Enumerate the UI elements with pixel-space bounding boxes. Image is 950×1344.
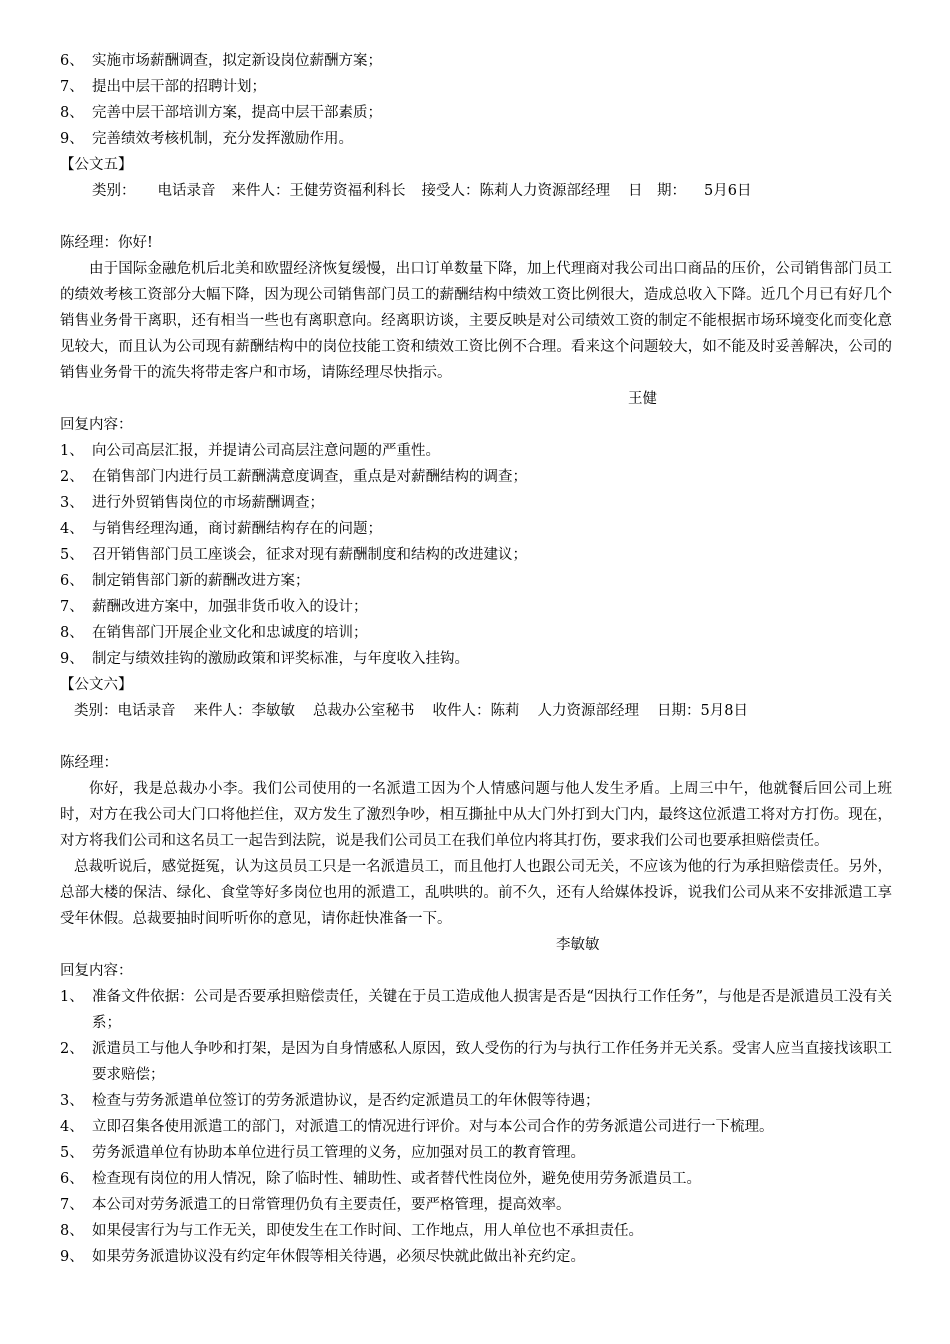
doc6-signature: 李敏敏 — [556, 937, 600, 953]
item-text: 制定销售部门新的薪酬改进方案； — [92, 573, 310, 589]
list-item — [60, 1166, 892, 1192]
caller-title: 总裁办公室秘书 — [313, 703, 415, 719]
item-number: 7、 — [60, 1197, 84, 1213]
doc5-heading: 【公文五】 — [60, 157, 133, 173]
item-text: 检查现有岗位的用人情况，除了临时性、辅助性、或者替代性岗位外，避免使用劳务派遣员工。 — [92, 1171, 701, 1187]
list-item — [60, 1088, 892, 1114]
item-text: 准备文件依据：公司是否要承担赔偿责任，关键在于员工造成他人损害是否是“因执行工作任务”，与他是否是派遣员工没有关系； — [92, 989, 892, 1031]
list-item — [60, 74, 892, 100]
list-item — [60, 542, 892, 568]
item-text: 与销售经理沟通，商讨薪酬结构存在的问题； — [92, 521, 382, 537]
list-item — [60, 1036, 892, 1088]
date-value: 5月8日 — [700, 703, 748, 719]
item-text: 立即召集各使用派遣工的部门，对派遣工的情况进行评价。对与本公司合作的劳务派遣公司进行一下梳理。 — [92, 1119, 774, 1135]
doc6-greeting: 陈经理： — [60, 755, 118, 771]
item-number: 6、 — [60, 1171, 84, 1187]
doc5-body: 由于国际金融危机后北美和欧盟经济恢复缓慢，出口订单数量下降，加上代理商对我公司出口商品的压价，公司销售部门员工的绩效考核工资部分大幅下降，因为现公司销售部门员工的薪酬结构中绩效工资比例很大，造成总收入下降。近几个月已有好几个销售业务骨干离职，还有相当一些也有离职意向。经离职访谈，主要反映是对公司绩效工资的制定不能根据市场环境变化而变化意见较大，而且认为公司现有薪酬结构中的岗位技能工资和绩效工资比例不合理。看来这个问题较大，如不能及时妥善解决，公司的销售业务骨干的流失将带走客户和市场，请陈经理尽快指示。 — [60, 261, 892, 381]
caller-value: 李敏敏 — [251, 703, 295, 719]
item-text: 召开销售部门员工座谈会，征求对现有薪酬制度和结构的改进建议； — [92, 547, 527, 563]
item-text: 完善中层干部培训方案，提高中层干部素质； — [92, 105, 382, 121]
doc6-heading: 【公文六】 — [60, 677, 133, 693]
item-number: 1、 — [60, 989, 84, 1005]
caller-label: 来件人： — [231, 183, 290, 199]
list-item — [60, 646, 892, 672]
date-label: 日 期： — [628, 183, 686, 199]
document-page — [60, 48, 892, 1270]
item-text: 如果侵害行为与工作无关，即使发生在工作时间、工作地点，用人单位也不承担责任。 — [92, 1223, 643, 1239]
list-item — [60, 620, 892, 646]
category-value: 电话录音 — [117, 703, 176, 719]
receiver-title: 人力资源部经理 — [537, 703, 639, 719]
item-number: 4、 — [60, 1119, 84, 1135]
doc5-reply-label: 回复内容： — [60, 417, 133, 433]
doc6-body-1: 你好，我是总裁办小李。我们公司使用的一名派遣工因为个人情感问题与他人发生矛盾。上周三中午，他就餐后回公司上班时，对方在我公司大门口将他拦住，双方发生了激烈争吵，相互撕扯中从大门外打到大门内，最终这位派遣工将对方打伤。现在，对方将我们公司和这名员工一起告到法院，说是我们公司员工在我们单位内将其打伤，要求我们公司也要承担赔偿责任。 — [60, 781, 892, 849]
doc5-greeting: 陈经理：你好! — [60, 235, 153, 251]
item-number: 2、 — [60, 1041, 84, 1057]
item-number: 6、 — [60, 53, 84, 69]
item-text: 劳务派遣单位有协助本单位进行员工管理的义务，应加强对员工的教育管理。 — [92, 1145, 585, 1161]
list-item — [60, 568, 892, 594]
item-text: 检查与劳务派遣单位签订的劳务派遣协议，是否约定派遣员工的年休假等待遇； — [92, 1093, 600, 1109]
item-text: 在销售部门开展企业文化和忠诚度的培训； — [92, 625, 368, 641]
item-number: 9、 — [60, 131, 84, 147]
item-text: 制定与绩效挂钩的激励政策和评奖标准，与年度收入挂钩。 — [92, 651, 469, 667]
receiver-label: 接受人： — [421, 183, 480, 199]
item-number: 1、 — [60, 443, 84, 459]
category-value: 电话录音 — [157, 183, 216, 199]
date-label: 日期： — [657, 703, 701, 719]
receiver-value: 陈莉人力资源部经理 — [479, 183, 610, 199]
category-label: 类别： — [92, 183, 136, 199]
list-item — [60, 1192, 892, 1218]
list-item — [60, 48, 892, 74]
caller-value: 王健劳资福利科长 — [289, 183, 406, 199]
item-number: 2、 — [60, 469, 84, 485]
item-number: 4、 — [60, 521, 84, 537]
list-item — [60, 1244, 892, 1270]
item-number: 8、 — [60, 1223, 84, 1239]
doc6-body-2: 总裁听说后，感觉挺冤，认为这员员工只是一名派遣员工，而且他打人也跟公司无关，不应该为他的行为承担赔偿责任。另外，总部大楼的保洁、绿化、食堂等好多岗位也用的派遣工，乱哄哄的。前不久，还有人给媒体投诉，说我们公司从来不安排派遣工享受年休假。总裁要抽时间听听你的意见，请你赶快准备一下。 — [60, 859, 892, 927]
item-text: 薪酬改进方案中，加强非货币收入的设计； — [92, 599, 368, 615]
item-number: 3、 — [60, 1093, 84, 1109]
item-text: 实施市场薪酬调查，拟定新设岗位薪酬方案； — [92, 53, 382, 69]
list-item — [60, 516, 892, 542]
list-item — [60, 1114, 892, 1140]
list-item — [60, 984, 892, 1036]
item-number: 7、 — [60, 79, 84, 95]
item-number: 5、 — [60, 547, 84, 563]
list-item — [60, 594, 892, 620]
caller-label: 来件人： — [193, 703, 252, 719]
category-label: 类别： — [74, 703, 118, 719]
doc5-signature: 王健 — [628, 391, 657, 407]
doc6-reply-label: 回复内容： — [60, 963, 133, 979]
doc5-meta — [60, 178, 892, 204]
list-item — [60, 126, 892, 152]
item-number: 3、 — [60, 495, 84, 511]
list-item — [60, 1218, 892, 1244]
item-number: 8、 — [60, 105, 84, 121]
item-text: 在销售部门内进行员工薪酬满意度调查，重点是对薪酬结构的调查； — [92, 469, 527, 485]
list-item — [60, 464, 892, 490]
item-number: 7、 — [60, 599, 84, 615]
item-text: 进行外贸销售岗位的市场薪酬调查； — [92, 495, 324, 511]
list-item — [60, 438, 892, 464]
receiver-value: 陈莉 — [490, 703, 520, 719]
item-text: 向公司高层汇报，并提请公司高层注意问题的严重性。 — [92, 443, 440, 459]
item-text: 本公司对劳务派遣工的日常管理仍负有主要责任，要严格管理，提高效率。 — [92, 1197, 571, 1213]
item-text: 派遣员工与他人争吵和打架，是因为自身情感私人原因，致人受伤的行为与执行工作任务并无关系。受害人应当直接找该职工要求赔偿； — [92, 1041, 892, 1083]
doc6-meta — [60, 698, 892, 724]
list-item — [60, 490, 892, 516]
item-number: 5、 — [60, 1145, 84, 1161]
item-text: 完善绩效考核机制，充分发挥激励作用。 — [92, 131, 353, 147]
item-number: 6、 — [60, 573, 84, 589]
item-number: 9、 — [60, 1249, 84, 1265]
item-text: 提出中层干部的招聘计划； — [92, 79, 266, 95]
list-item — [60, 100, 892, 126]
receiver-label: 收件人： — [432, 703, 491, 719]
item-number: 9、 — [60, 651, 84, 667]
item-text: 如果劳务派遣协议没有约定年休假等相关待遇，必须尽快就此做出补充约定。 — [92, 1249, 585, 1265]
list-item — [60, 1140, 892, 1166]
item-number: 8、 — [60, 625, 84, 641]
date-value: 5月6日 — [704, 183, 752, 199]
